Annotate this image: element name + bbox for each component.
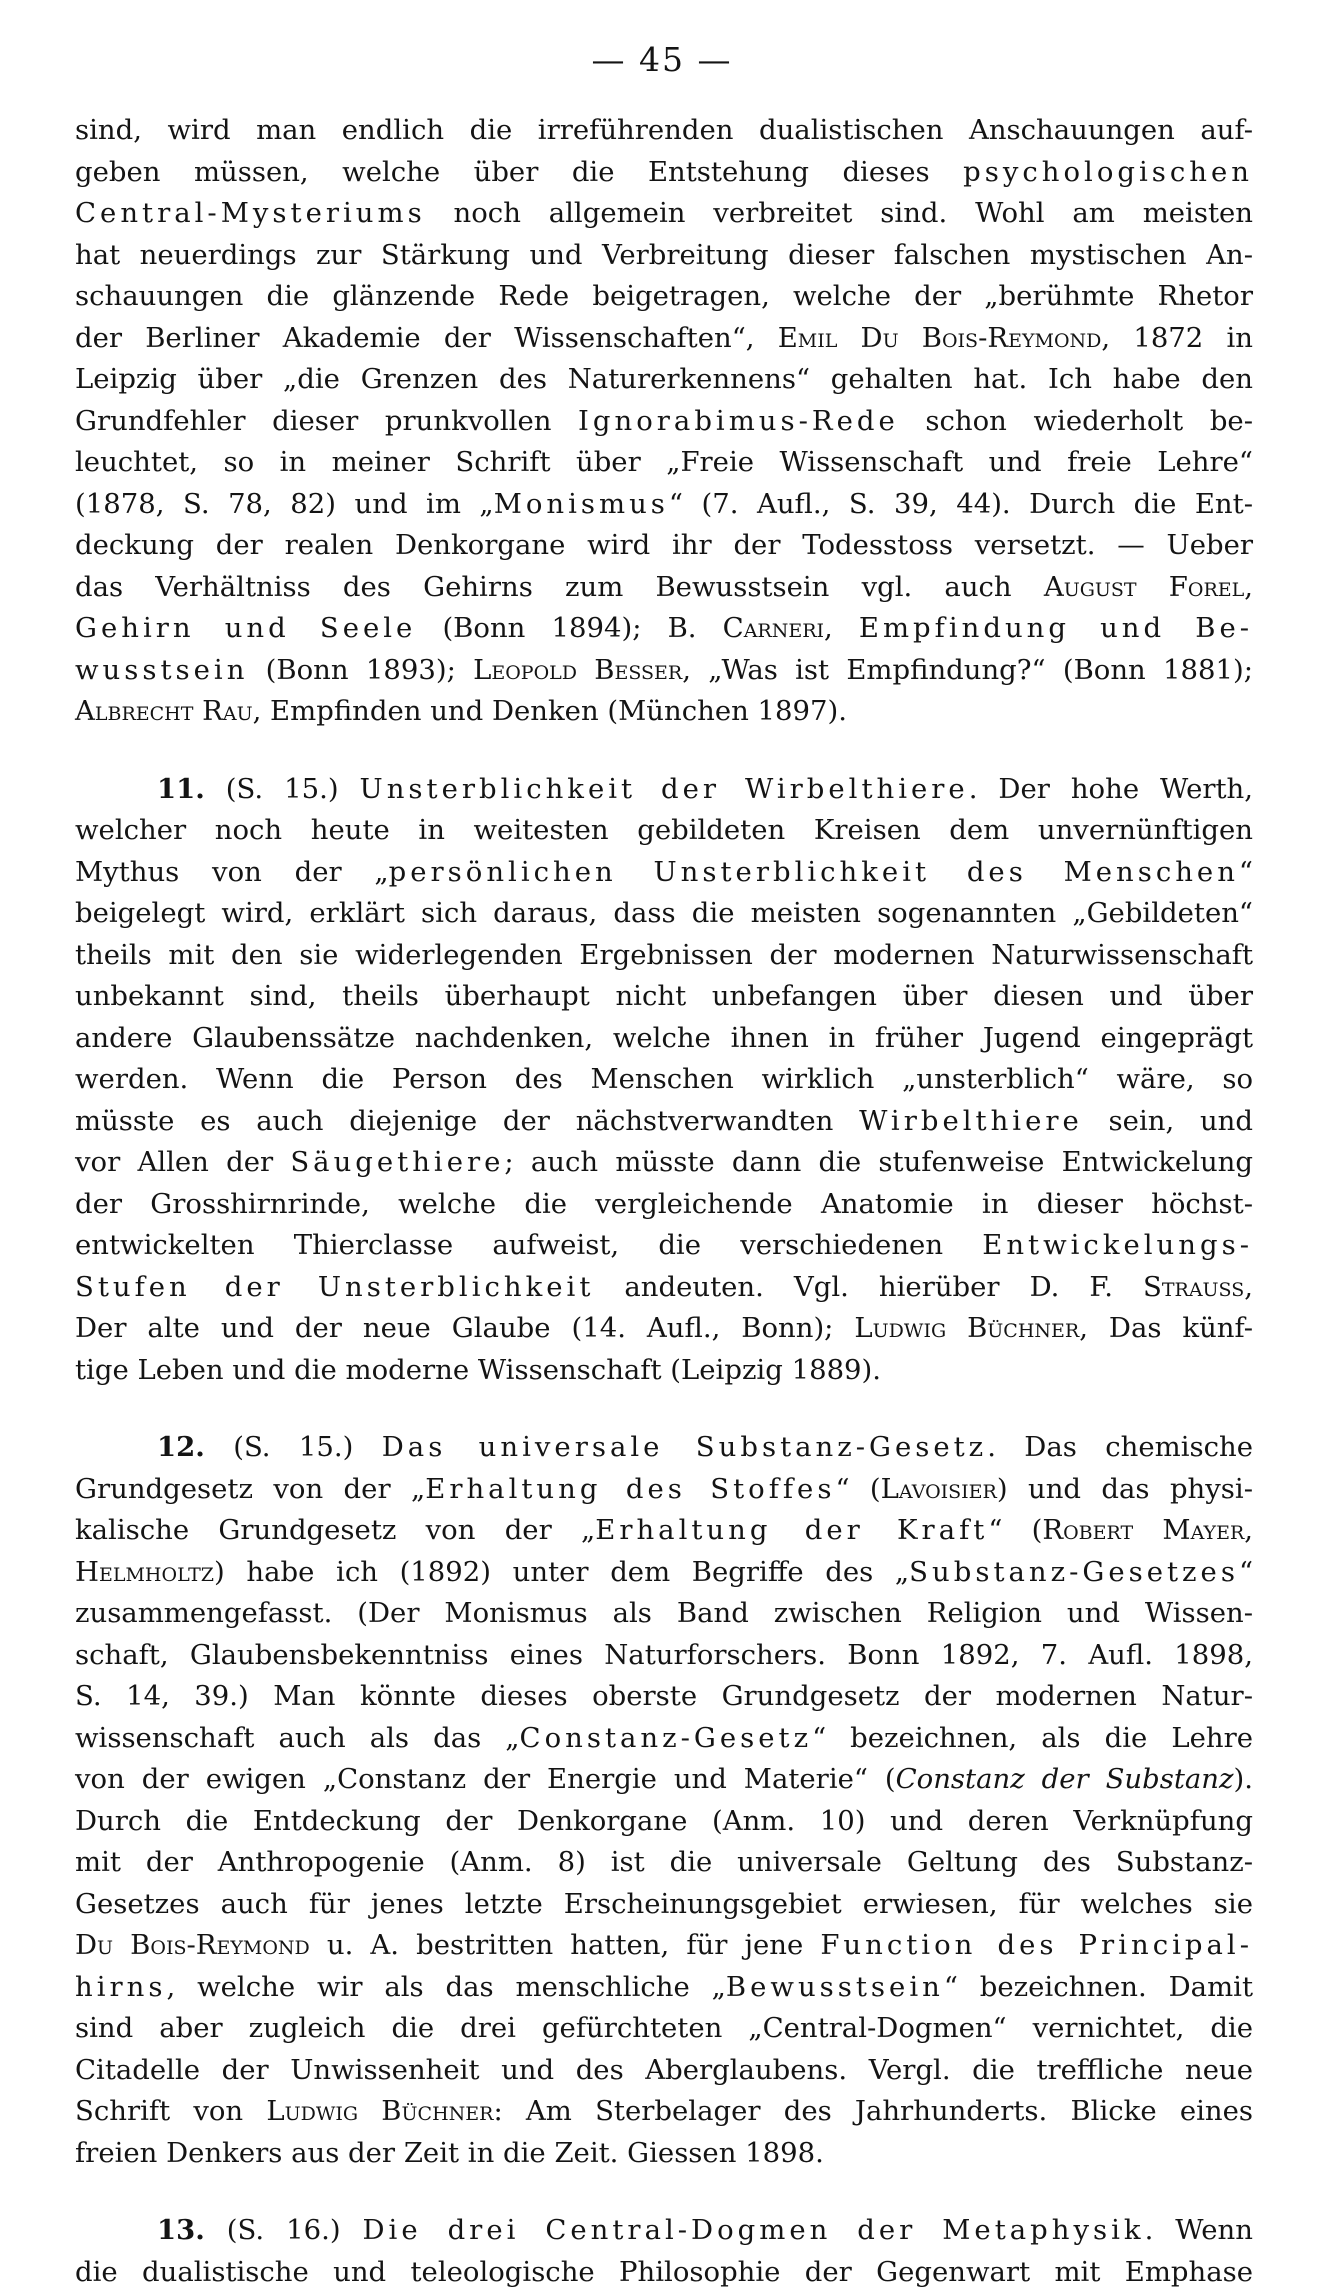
text-line bbox=[75, 1308, 1253, 1350]
text-line bbox=[75, 1884, 1253, 1926]
text-line bbox=[75, 1759, 1253, 1801]
text-line bbox=[75, 152, 1253, 194]
text-run: hat neuerdings zur Stärkung und Verbreitung dieser falschen mystischen An- bbox=[75, 239, 1253, 271]
text-run: , Empfinden und Denken (München 1897). bbox=[253, 695, 847, 727]
paragraph bbox=[75, 769, 1253, 1392]
paragraph bbox=[75, 2210, 1253, 2293]
text-line bbox=[75, 276, 1253, 318]
text-run: Robert Mayer bbox=[1042, 1514, 1244, 1546]
text-line bbox=[75, 976, 1253, 1018]
text-line bbox=[75, 1350, 1253, 1392]
text-run: , bbox=[1244, 1271, 1253, 1303]
text-line bbox=[75, 1593, 1253, 1635]
text-line bbox=[75, 2008, 1253, 2050]
text-line bbox=[75, 1925, 1253, 1967]
text-line bbox=[75, 1801, 1253, 1843]
text-line bbox=[75, 1018, 1253, 1060]
text-run: . Wenn bbox=[1145, 2214, 1253, 2246]
text-line bbox=[75, 852, 1253, 894]
text-run: Lavoisier bbox=[881, 1473, 997, 1505]
text-run: geben müssen, welche über die Entstehung dieses bbox=[75, 156, 963, 188]
text-run: andeuten. Vgl. hierüber D. F. bbox=[594, 1271, 1143, 1303]
text-run: schauungen die glänzende Rede beigetragen, welche der „berühmte Rhetor bbox=[75, 280, 1253, 312]
text-run: kalische Grundgesetz von der „ bbox=[75, 1514, 595, 1546]
text-line bbox=[75, 1225, 1253, 1267]
text-line bbox=[75, 442, 1253, 484]
text-line bbox=[75, 935, 1253, 977]
text-run: müsste es auch diejenige der nächstverwandten bbox=[75, 1105, 859, 1137]
text-run: , bbox=[1244, 1514, 1253, 1546]
text-line bbox=[75, 1267, 1253, 1309]
text-run: tige Leben und die moderne Wissenschaft (Leipzig 1889). bbox=[75, 1354, 881, 1386]
text-run: Erhaltung des Stoffes bbox=[425, 1473, 835, 1505]
text-run: Gesetzes auch für jenes letzte Erscheinungsgebiet erwiesen, für welches sie bbox=[75, 1888, 1253, 1920]
text-run: (Bonn 1894); B. bbox=[416, 612, 722, 644]
text-run: Ignorabimus-Rede bbox=[578, 405, 899, 437]
text-run: zusammengefasst. (Der Monismus als Band zwischen Religion und Wissen- bbox=[75, 1597, 1253, 1629]
text-line bbox=[75, 567, 1253, 609]
text-run: ) habe ich (1892) unter dem Begriffe des „ bbox=[214, 1556, 909, 1588]
text-line bbox=[75, 110, 1253, 152]
text-line bbox=[75, 1427, 1253, 1469]
text-run: werden. Wenn die Person des Menschen wirklich „unsterblich“ wäre, so bbox=[75, 1063, 1253, 1095]
text-run: die dualistische und teleologische Philosophie der Gegenwart mit Emphase bbox=[75, 2256, 1253, 2288]
text-run: welcher noch heute in weitesten gebildeten Kreisen dem unvernünftigen bbox=[75, 814, 1253, 846]
text-line bbox=[75, 1676, 1253, 1718]
text-line bbox=[75, 650, 1253, 692]
text-run: Der alte und der neue Glaube (14. Aufl., Bonn); bbox=[75, 1312, 854, 1344]
text-line bbox=[75, 1142, 1253, 1184]
text-run: 11. bbox=[157, 773, 205, 805]
text-line bbox=[75, 318, 1253, 360]
text-run: Ludwig Büchner bbox=[854, 1312, 1079, 1344]
text-run: , welche wir als das menschliche „ bbox=[166, 1971, 725, 2003]
text-line bbox=[75, 1510, 1253, 1552]
text-run: Constanz der Substanz bbox=[896, 1763, 1234, 1795]
text-run: “ ( bbox=[835, 1473, 880, 1505]
text-run: Das universale Substanz-Gesetz bbox=[382, 1431, 987, 1463]
text-line bbox=[75, 1967, 1253, 2009]
text-run: 12. bbox=[157, 1431, 205, 1463]
text-run: psychologischen bbox=[963, 156, 1253, 188]
text-run: , bbox=[1244, 571, 1253, 603]
text-run: “ ( bbox=[988, 1514, 1042, 1546]
page-number: — 45 — bbox=[0, 40, 1324, 79]
text-run: vor Allen der bbox=[75, 1146, 290, 1178]
text-run: Ludwig Büchner bbox=[266, 2095, 493, 2127]
text-line bbox=[75, 235, 1253, 277]
text-run: August Forel bbox=[1044, 571, 1244, 603]
text-run: Bewusstsein bbox=[726, 1971, 944, 2003]
text-line bbox=[75, 810, 1253, 852]
text-run: (S. 15.) bbox=[205, 773, 360, 805]
text-line bbox=[75, 2091, 1253, 2133]
text-run: , „Was ist Empfindung?“ (Bonn 1881); bbox=[682, 654, 1253, 686]
text-run: u. A. bestritten hatten, für jene bbox=[310, 1929, 821, 1961]
text-line bbox=[75, 193, 1253, 235]
text-run: Emil Du Bois-Reymond bbox=[778, 322, 1102, 354]
text-run: theils mit den sie widerlegenden Ergebnissen der modernen Naturwissenschaft bbox=[75, 939, 1253, 971]
text-run: Durch die Entdeckung der Denkorgane (Anm. 10) und deren Verknüpfung bbox=[75, 1805, 1253, 1837]
text-line bbox=[75, 1842, 1253, 1884]
text-line bbox=[75, 525, 1253, 567]
text-run: Function des Principal- bbox=[820, 1929, 1253, 1961]
text-run: Leopold Besser bbox=[473, 654, 682, 686]
text-run: , bbox=[824, 612, 859, 644]
text-run: ; auch müsste dann die stufenweise Entwickelung bbox=[504, 1146, 1253, 1178]
text-line bbox=[75, 1718, 1253, 1760]
text-run: ) und das physi- bbox=[997, 1473, 1253, 1505]
text-line bbox=[75, 2133, 1253, 2175]
text-run: Grundfehler dieser prunkvollen bbox=[75, 405, 578, 437]
text-run: andere Glaubenssätze nachdenken, welche ihnen in früher Jugend eingeprägt bbox=[75, 1022, 1253, 1054]
text-run: beigelegt wird, erklärt sich daraus, dass die meisten sogenannten „Gebildeten“ bbox=[75, 897, 1253, 929]
text-run: : Am Sterbelager des Jahrhunderts. Blicke eines bbox=[493, 2095, 1253, 2127]
text-run: “ (7. Aufl., S. 39, 44). Durch die Ent- bbox=[669, 488, 1253, 520]
text-run: von der ewigen „Constanz der Energie und Materie“ ( bbox=[75, 1763, 896, 1795]
text-run: wusstsein bbox=[75, 654, 248, 686]
text-run: Säugethiere bbox=[290, 1146, 504, 1178]
text-run: Substanz-Gesetzes bbox=[909, 1556, 1239, 1588]
text-run: Entwickelungs- bbox=[982, 1229, 1253, 1261]
text-line bbox=[75, 1469, 1253, 1511]
text-run: “ bbox=[1239, 1556, 1253, 1588]
text-run: noch allgemein verbreitet sind. Wohl am meisten bbox=[426, 197, 1253, 229]
text-line bbox=[75, 769, 1253, 811]
text-run: . Der hohe Werth, bbox=[969, 773, 1253, 805]
text-run: (1878, S. 78, 82) und im „ bbox=[75, 488, 494, 520]
text-run: Du Bois-Reymond bbox=[75, 1929, 310, 1961]
text-run: Stufen der Unsterblichkeit bbox=[75, 1271, 594, 1303]
text-run: Gehirn und Seele bbox=[75, 612, 416, 644]
page-body bbox=[75, 110, 1253, 2293]
text-line bbox=[75, 1101, 1253, 1143]
text-line bbox=[75, 2252, 1253, 2293]
text-run: Central-Mysteriums bbox=[75, 197, 426, 229]
text-line bbox=[75, 691, 1253, 733]
text-run: Leipzig über „die Grenzen des Naturerkennens“ gehalten hat. Ich habe den bbox=[75, 363, 1253, 395]
text-run: Wirbelthiere bbox=[859, 1105, 1083, 1137]
text-line bbox=[75, 1184, 1253, 1226]
text-run: , 1872 in bbox=[1101, 322, 1253, 354]
text-run: sein, und bbox=[1083, 1105, 1253, 1137]
text-run: entwickelten Thierclasse aufweist, die verschiedenen bbox=[75, 1229, 982, 1261]
text-run: Carneri bbox=[723, 612, 824, 644]
text-run: 13. bbox=[157, 2214, 205, 2246]
text-run: (S. 15.) bbox=[205, 1431, 382, 1463]
text-run: Erhaltung der Kraft bbox=[595, 1514, 988, 1546]
text-run: der Berliner Akademie der Wissenschaften“, bbox=[75, 322, 778, 354]
text-run: Schrift von bbox=[75, 2095, 266, 2127]
text-run: Monismus bbox=[494, 488, 669, 520]
text-run: schon wiederholt be- bbox=[899, 405, 1253, 437]
text-run: S. 14, 39.) Man könnte dieses oberste Grundgesetz der modernen Natur- bbox=[75, 1680, 1253, 1712]
text-run: “ bezeichnen. Damit bbox=[944, 1971, 1253, 2003]
text-run: . Das chemische bbox=[987, 1431, 1253, 1463]
text-run: freien Denkers aus der Zeit in die Zeit. Giessen 1898. bbox=[75, 2137, 824, 2169]
text-run: unbekannt sind, theils überhaupt nicht unbefangen über diesen und über bbox=[75, 980, 1253, 1012]
text-run: Die drei Central-Dogmen der Metaphysik bbox=[363, 2214, 1145, 2246]
text-run: wissenschaft auch als das „ bbox=[75, 1722, 520, 1754]
text-run: Mythus von der „ bbox=[75, 856, 389, 888]
text-run: ). bbox=[1234, 1763, 1253, 1795]
text-run: sind aber zugleich die drei gefürchteten „Central-Dogmen“ vernichtet, die bbox=[75, 2012, 1253, 2044]
text-run: hirns bbox=[75, 1971, 166, 2003]
text-run: “ bbox=[1239, 856, 1253, 888]
text-run: “ bezeichnen, als die Lehre bbox=[812, 1722, 1253, 1754]
text-line bbox=[75, 2050, 1253, 2092]
text-run: persönlichen Unsterblichkeit des Menschen bbox=[389, 856, 1239, 888]
text-run: (Bonn 1893); bbox=[248, 654, 473, 686]
text-line bbox=[75, 2210, 1253, 2252]
text-line bbox=[75, 401, 1253, 443]
text-run: Constanz-Gesetz bbox=[520, 1722, 813, 1754]
text-run: (S. 16.) bbox=[205, 2214, 363, 2246]
text-line bbox=[75, 359, 1253, 401]
paragraph bbox=[75, 110, 1253, 733]
text-line bbox=[75, 1552, 1253, 1594]
paragraph bbox=[75, 1427, 1253, 2174]
text-line bbox=[75, 484, 1253, 526]
text-run: , Das künf- bbox=[1079, 1312, 1253, 1344]
text-run: das Verhältniss des Gehirns zum Bewusstsein vgl. auch bbox=[75, 571, 1044, 603]
text-run: leuchtet, so in meiner Schrift über „Freie Wissenschaft und freie Lehre“ bbox=[75, 446, 1253, 478]
text-run: schaft, Glaubensbekenntniss eines Naturforschers. Bonn 1892, 7. Aufl. 1898, bbox=[75, 1639, 1253, 1671]
text-run: Grundgesetz von der „ bbox=[75, 1473, 425, 1505]
text-run: mit der Anthropogenie (Anm. 8) ist die universale Geltung des Substanz- bbox=[75, 1846, 1253, 1878]
text-run: Helmholtz bbox=[75, 1556, 214, 1588]
text-run: der Grosshirnrinde, welche die vergleichende Anatomie in dieser höchst- bbox=[75, 1188, 1253, 1220]
text-line bbox=[75, 1059, 1253, 1101]
text-line bbox=[75, 893, 1253, 935]
text-run: Citadelle der Unwissenheit und des Aberglaubens. Vergl. die treffliche neue bbox=[75, 2054, 1253, 2086]
text-line bbox=[75, 608, 1253, 650]
text-run: Strauss bbox=[1143, 1271, 1244, 1303]
text-line bbox=[75, 1635, 1253, 1677]
text-run: Unsterblichkeit der Wirbelthiere bbox=[360, 773, 969, 805]
text-run: Albrecht Rau bbox=[75, 695, 253, 727]
text-run: sind, wird man endlich die irreführenden dualistischen Anschauungen auf- bbox=[75, 114, 1253, 146]
text-run: deckung der realen Denkorgane wird ihr der Todesstoss versetzt. — Ueber bbox=[75, 529, 1253, 561]
text-run: Empfindung und Be- bbox=[859, 612, 1253, 644]
